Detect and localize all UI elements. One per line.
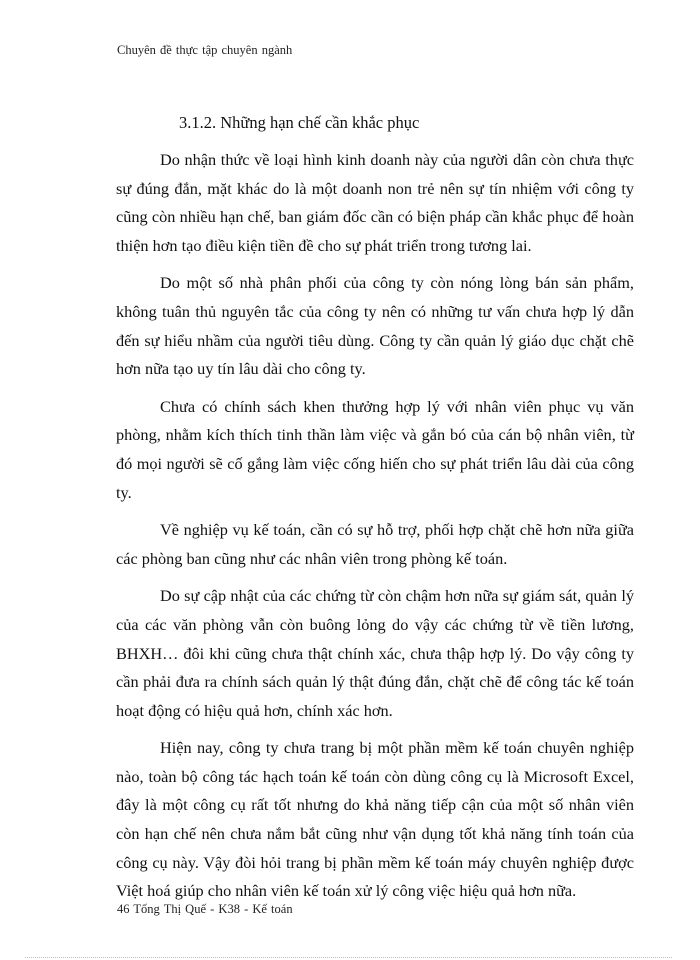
paragraph-1: Do nhận thức về loại hình kinh doanh này của người dân còn chưa thực sự đúng đắn, mặt khác do là một doanh non trẻ nên sự tín nhiệm với công ty cũng còn nhiều hạn chế, ban giám đốc cần có biện pháp cần khắc phục để hoàn thiện hơn tạo điều kiện tiền đề cho sự phát triển trong tương lai. bbox=[116, 150, 634, 255]
section-body bbox=[116, 146, 634, 915]
paragraph-3: Chưa có chính sách khen thưởng hợp lý với nhân viên phục vụ văn phòng, nhằm kích thích tinh thần làm việc và gắn bó của cán bộ nhân viên, từ đó mọi người sẽ cố gắng làm việc cống hiến cho sự phát triển lâu dài của công ty. bbox=[116, 396, 634, 502]
footer-author-line: Tống Thị Quế - K38 - Kế toán bbox=[133, 902, 293, 916]
paragraph-5: Do sự cập nhật của các chứng từ còn chậm hơn nữa sự giám sát, quản lý của các văn phòng vẫn còn buông lỏng do vậy các chứng từ về tiền lương, BHXH… đôi khi cũng chưa thật chính xác, chưa thập hợp lý. Do vậy công ty cần phải đưa ra chính sách quản lý thật đúng đắn, chặt chẽ để công tác kế toán hoạt động có hiệu quả hơn, chính xác hơn. bbox=[116, 586, 634, 720]
paragraph-4: Về nghiệp vụ kế toán, cần có sự hỗ trợ, phối hợp chặt chẽ hơn nữa giữa các phòng ban cũng như các nhân viên trong phòng kế toán. bbox=[116, 520, 634, 568]
section-heading: 3.1.2. Những hạn chế cần khắc phục bbox=[179, 113, 420, 132]
page-number: 46 bbox=[117, 902, 130, 916]
running-header-title: Chuyên đề thực tập chuyên ngành bbox=[117, 43, 293, 57]
running-header bbox=[117, 43, 292, 58]
paragraph-2: Do một số nhà phân phối của công ty còn nóng lòng bán sản phẩm, không tuân thủ nguyên tắc của công ty nên có những tư vấn chưa hợp lý dẫn đến sự hiểu nhầm của người tiêu dùng. Công ty cần quản lý giáo dục chặt chẽ hơn nữa tạo uy tín lâu dài cho công ty. bbox=[116, 273, 634, 379]
page-boundary-divider bbox=[25, 957, 672, 958]
paragraph-6: Hiện nay, công ty chưa trang bị một phần mềm kế toán chuyên nghiệp nào, toàn bộ công tác hạch toán kế toán còn dùng công cụ là Microsoft Excel, đây là một công cụ rất tốt nhưng do khả năng tiếp cận của một số nhân viên còn hạn chế nên chưa nắm bắt cũng như vận dụng tốt khả năng tính toán của công cụ này. Vậy đòi hỏi trang bị phần mềm kế toán máy chuyên nghiệp được Việt hoá giúp cho nhân viên kế toán xử lý công việc hiệu quả hơn nữa. bbox=[116, 738, 634, 901]
running-footer bbox=[117, 902, 293, 917]
